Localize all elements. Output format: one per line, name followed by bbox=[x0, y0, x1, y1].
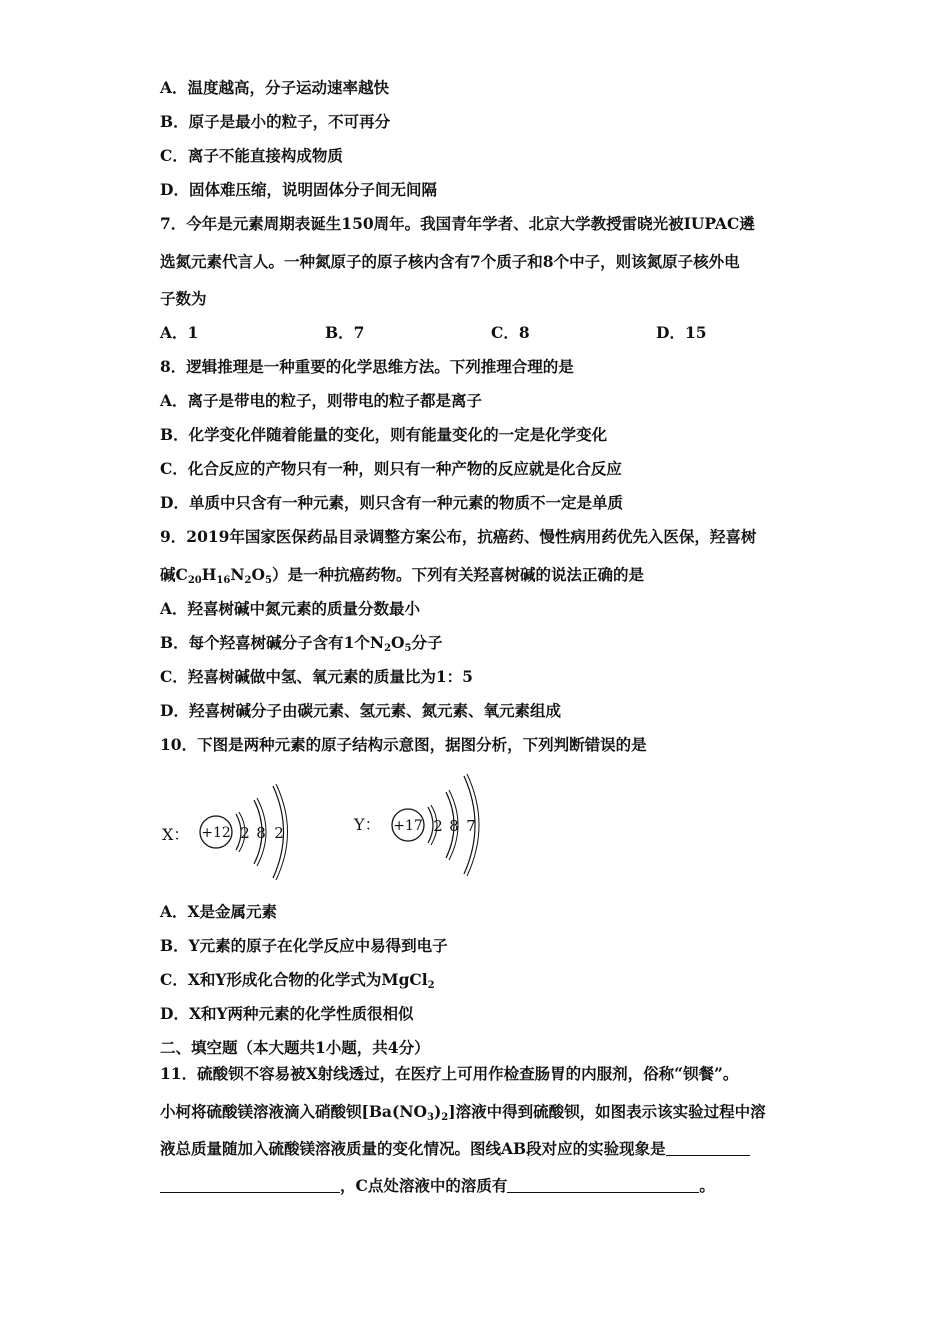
q9-option-b-prefix: B．每个羟喜树碱分子含有1个N bbox=[160, 633, 385, 652]
q11-line2-paren: ) bbox=[433, 1102, 442, 1121]
q6-option-c: C．离子不能直接构成物质 bbox=[160, 146, 343, 165]
atom-y-shell-1: 2 bbox=[433, 817, 443, 835]
q11-line4-mid: ，C点处溶液中的溶质有 bbox=[340, 1176, 508, 1195]
q8-option-d: D．单质中只含有一种元素，则只含有一种元素的物质不一定是单质 bbox=[160, 493, 623, 512]
q8-stem: 8．逻辑推理是一种重要的化学思维方法。下列推理合理的是 bbox=[160, 357, 574, 376]
q9-option-b-o: O bbox=[391, 633, 405, 652]
q9-formula-sub-5: 5 bbox=[265, 575, 272, 586]
q11-line2-prefix: 小柯将硫酸镁溶液滴入硝酸钡[Ba(NO bbox=[160, 1102, 427, 1121]
atom-x bbox=[162, 784, 288, 880]
q10-option-a: A．X是金属元素 bbox=[160, 902, 278, 921]
q10-option-d: D．X和Y两种元素的化学性质很相似 bbox=[160, 1004, 414, 1023]
q7-option-d: D．15 bbox=[656, 323, 707, 342]
q9-option-b-sub-5: 5 bbox=[404, 643, 412, 654]
answer-blank-1-cont[interactable] bbox=[160, 1176, 340, 1193]
q7-option-a: A．1 bbox=[160, 323, 199, 342]
q9-stem-line2 bbox=[160, 565, 644, 585]
answer-blank-2[interactable] bbox=[507, 1176, 699, 1193]
q11-line4-end: 。 bbox=[699, 1176, 715, 1195]
q9-formula-c: 碱C bbox=[160, 565, 188, 584]
atom-x-shell-3: 2 bbox=[274, 824, 284, 842]
q10-option-b: B．Y元素的原子在化学反应中易得到电子 bbox=[160, 936, 448, 955]
q8-option-a: A．离子是带电的粒子，则带电的粒子都是离子 bbox=[160, 391, 483, 410]
answer-blank-1[interactable] bbox=[666, 1139, 750, 1156]
q7-stem-line1: 7．今年是元素周期表诞生150周年。我国青年学者、北京大学教授雷晓光被IUPAC遴 bbox=[160, 214, 755, 233]
q9-option-b-suffix: 分子 bbox=[411, 633, 443, 652]
section-2-heading: 二、填空题（本大题共1小题，共4分） bbox=[160, 1038, 430, 1057]
atom-y bbox=[353, 774, 479, 876]
q11-line2-sub-2: 2 bbox=[441, 1112, 449, 1123]
q7-option-b: B．7 bbox=[325, 323, 365, 342]
q9-stem-line2-suffix: ）是一种抗癌药物。下列有关羟喜树碱的说法正确的是 bbox=[271, 565, 644, 584]
q11-line1: 11．硫酸钡不容易被X射线透过，在医疗上可用作检查肠胃的内服剂，俗称“钡餐”。 bbox=[160, 1064, 739, 1083]
q9-formula-sub-16: 16 bbox=[216, 575, 231, 586]
q8-option-c: C．化合反应的产物只有一种，则只有一种产物的反应就是化合反应 bbox=[160, 459, 622, 478]
q11-line4 bbox=[160, 1176, 715, 1196]
q9-formula-o: O bbox=[251, 565, 265, 584]
q8-option-b: B．化学变化伴随着能量的变化，则有能量变化的一定是化学变化 bbox=[160, 425, 608, 444]
q11-line2 bbox=[160, 1102, 766, 1122]
q9-option-b bbox=[160, 633, 443, 653]
q10-option-c-sub: 2 bbox=[427, 980, 435, 991]
atom-x-label: X： bbox=[162, 825, 190, 844]
q9-formula-sub-20: 20 bbox=[187, 575, 202, 586]
q11-line2-sub-3: 3 bbox=[426, 1112, 434, 1123]
atom-x-nucleus: +12 bbox=[201, 825, 231, 841]
q9-option-d: D．羟喜树碱分子由碳元素、氢元素、氮元素、氧元素组成 bbox=[160, 701, 561, 720]
atom-structure-diagram bbox=[158, 770, 518, 890]
atom-x-shell-2: 8 bbox=[256, 824, 266, 842]
atom-y-shell-3: 7 bbox=[466, 817, 476, 835]
q6-option-b: B．原子是最小的粒子，不可再分 bbox=[160, 112, 391, 131]
q9-formula-sub-2: 2 bbox=[244, 575, 252, 586]
atom-x-shell-1: 2 bbox=[240, 824, 250, 842]
q7-option-c: C．8 bbox=[491, 323, 530, 342]
q9-option-b-sub-2: 2 bbox=[384, 643, 392, 654]
q10-option-c-text: C．X和Y形成化合物的化学式为MgCl bbox=[160, 970, 428, 989]
q9-option-a: A．羟喜树碱中氮元素的质量分数最小 bbox=[160, 599, 421, 618]
q9-stem-line1: 9．2019年国家医保药品目录调整方案公布，抗癌药、慢性病用药优先入医保，羟喜树 bbox=[160, 527, 757, 546]
q11-line3-text: 液总质量随加入硫酸镁溶液质量的变化情况。图线AB段对应的实验现象是 bbox=[160, 1139, 666, 1158]
atom-y-shell-2: 8 bbox=[449, 817, 459, 835]
q7-stem-line3: 子数为 bbox=[160, 289, 207, 308]
q9-formula-n: N bbox=[230, 565, 245, 584]
q9-option-c: C．羟喜树碱做中氢、氧元素的质量比为1：5 bbox=[160, 667, 473, 686]
q11-line3 bbox=[160, 1139, 750, 1159]
q9-formula-h: H bbox=[201, 565, 217, 584]
atom-y-nucleus: +17 bbox=[393, 818, 423, 834]
q10-stem: 10．下图是两种元素的原子结构示意图，据图分析，下列判断错误的是 bbox=[160, 735, 647, 754]
q7-stem-line2: 选氮元素代言人。一种氮原子的原子核内含有7个质子和8个中子，则该氮原子核外电 bbox=[160, 252, 740, 271]
q6-option-d: D．固体难压缩，说明固体分子间无间隔 bbox=[160, 180, 437, 199]
atom-y-label: Y： bbox=[354, 815, 381, 834]
q11-line2-suffix: ]溶液中得到硫酸钡，如图表示该实验过程中溶 bbox=[448, 1102, 766, 1121]
q10-option-c bbox=[160, 970, 435, 990]
q6-option-a: A．温度越高，分子运动速率越快 bbox=[160, 78, 390, 97]
